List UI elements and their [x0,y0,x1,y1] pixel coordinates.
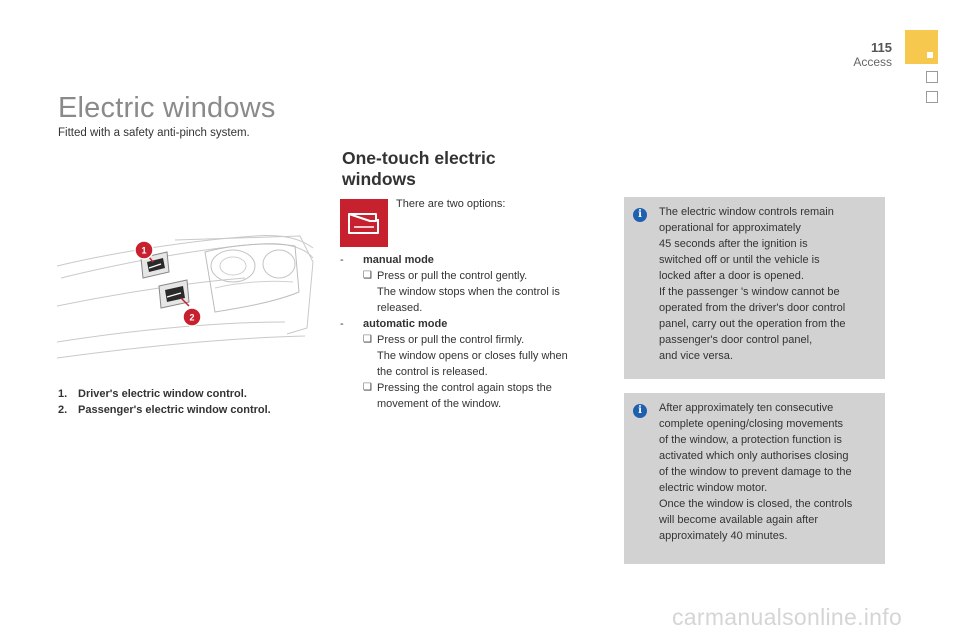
option-step-text: released. [377,302,423,314]
section-title: One-touch electric windows [342,148,496,189]
svg-text:1: 1 [141,245,147,256]
options-list [340,252,600,412]
window-switch-icon [340,199,388,247]
section-tab-box [926,71,938,83]
tab-dot [927,52,933,58]
info-line: activated which only authorises closing [659,450,849,462]
section-tab-box [926,91,938,103]
option-step-text: The window opens or closes fully when [377,350,568,362]
info-line: will become available again after [659,514,818,526]
info-line: operated from the driver's door control [659,302,846,314]
option-heading: - automatic mode [340,318,448,330]
info-line: electric window motor. [659,482,768,494]
callout-badge-2 [183,308,201,326]
info-line: After approximately ten consecutive [659,402,834,414]
section-label: Access [853,55,892,69]
info-line: passenger's door control panel, [659,334,813,346]
legend-item: 2. Passenger's electric window control. [58,404,271,416]
info-line: of the window to prevent damage to the [659,466,852,478]
info-icon: i [633,208,647,222]
option-step: ❑ Press or pull the control firmly. [363,334,525,346]
options-intro: There are two options: [396,198,506,210]
info-line: approximately 40 minutes. [659,530,788,542]
info-line: switched off or until the vehicle is [659,254,820,266]
info-line: If the passenger 's window cannot be [659,286,840,298]
passenger-window-switch [159,280,189,308]
window-controls-illustration [55,222,317,372]
info-line: The electric window controls remain [659,206,834,218]
checkbox-bullet-icon: ❑ [363,270,372,281]
option-step-text: The window stops when the control is [377,286,560,298]
info-line: and vice versa. [659,350,733,362]
page-subtitle: Fitted with a safety anti-pinch system. [58,127,250,139]
option-step: ❑ Press or pull the control gently. [363,270,528,282]
info-icon: i [633,404,647,418]
info-line: complete opening/closing movements [659,418,844,430]
info-line: panel, carry out the operation from the [659,318,846,330]
callout-badge-1 [135,241,153,259]
info-line: of the window, a protection function is [659,434,842,446]
option-heading: - manual mode [340,254,434,266]
info-line: operational for approximately [659,222,801,234]
section-tab-marker [905,30,938,64]
page-title: Electric windows [58,92,276,124]
page-number: 115 [871,40,892,55]
svg-text:2: 2 [189,312,195,323]
info-line: Once the window is closed, the controls [659,498,853,510]
checkbox-bullet-icon: ❑ [363,382,372,393]
option-step-text: movement of the window. [377,398,502,410]
checkbox-bullet-icon: ❑ [363,334,372,345]
figure-legend [58,386,271,418]
info-line: 45 seconds after the ignition is [659,238,808,250]
watermark: carmanualsonline.info [672,604,903,630]
info-box [624,197,885,379]
option-step: ❑ Pressing the control again stops the [363,382,552,394]
info-box [624,393,885,564]
info-line: locked after a door is opened. [659,270,804,282]
option-step-text: the control is released. [377,366,488,378]
legend-item: 1. Driver's electric window control. [58,388,247,400]
